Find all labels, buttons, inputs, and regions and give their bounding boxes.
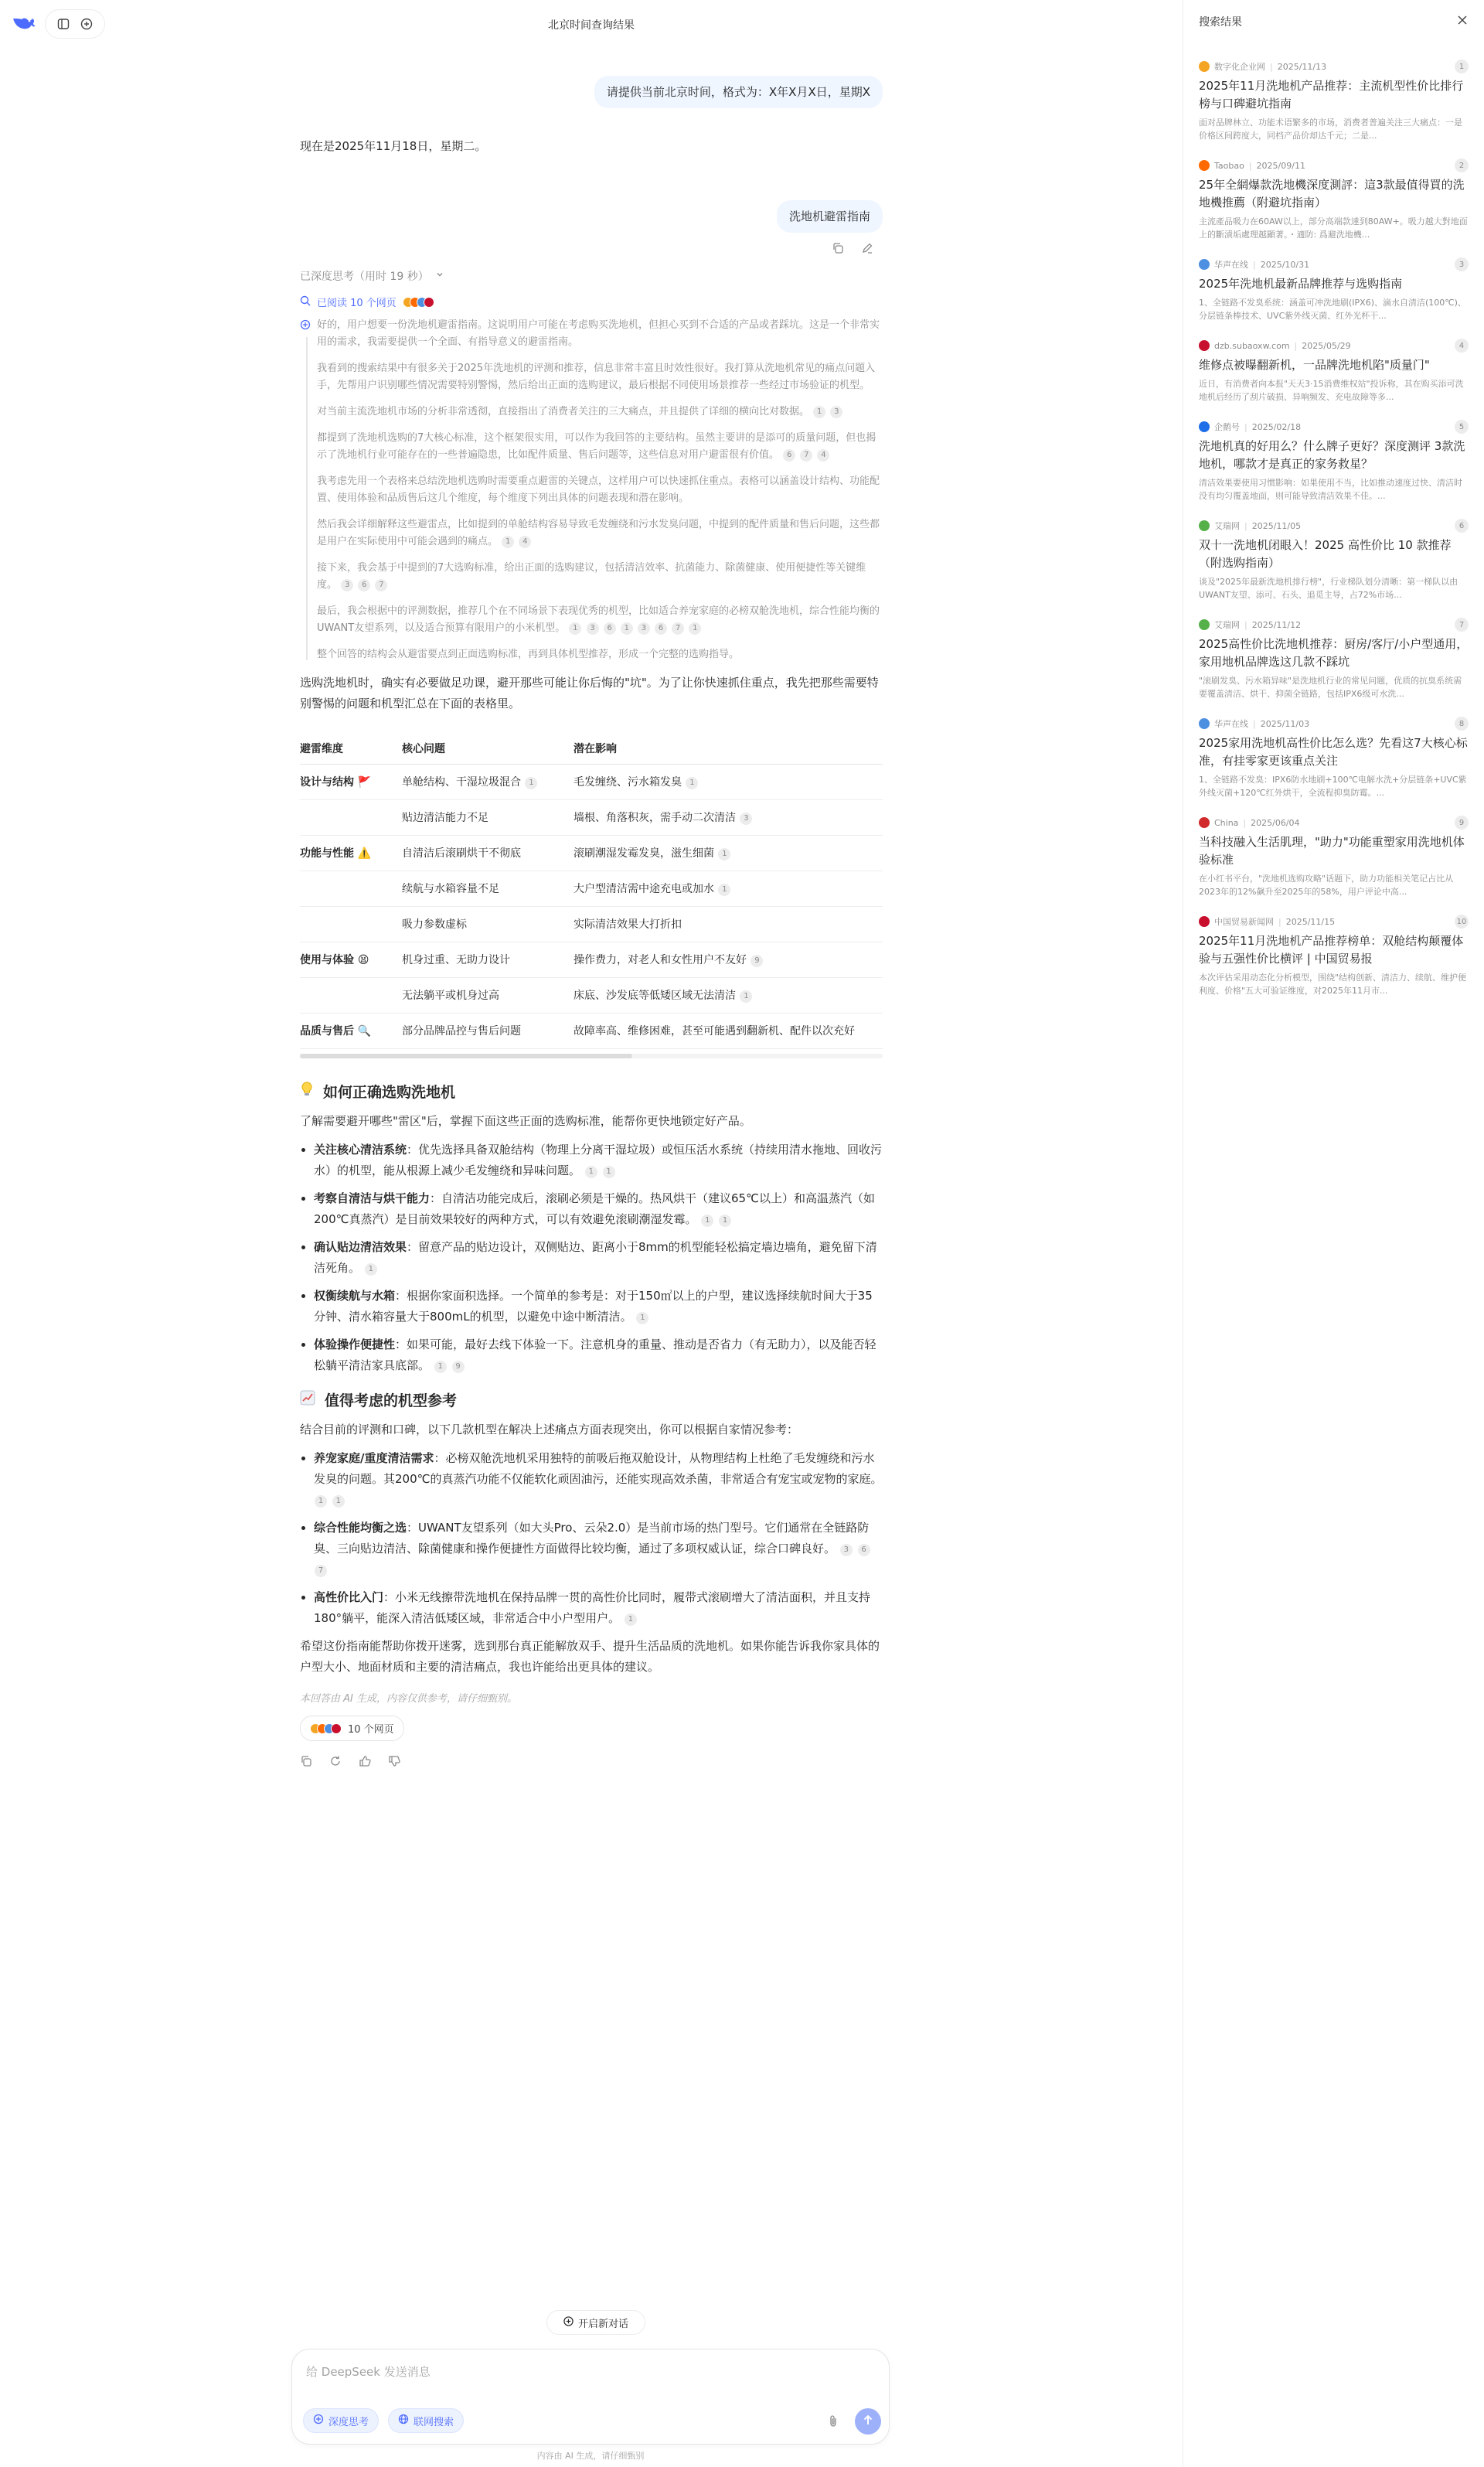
result-index-badge: 4 bbox=[1455, 339, 1469, 353]
result-source: China bbox=[1214, 817, 1239, 828]
result-index-badge: 2 bbox=[1455, 158, 1469, 172]
table-horizontal-scrollbar[interactable] bbox=[300, 1054, 883, 1058]
citation-badge[interactable]: 1 bbox=[585, 1166, 597, 1178]
user-message-bubble: 请提供当前北京时间，格式为：X年X月X日，星期X bbox=[594, 76, 883, 108]
table-cell-dimension bbox=[300, 836, 402, 871]
table-cell-issue bbox=[402, 942, 574, 978]
table-cell-dimension bbox=[300, 1014, 402, 1049]
table-cell-dimension bbox=[300, 765, 402, 800]
table-cell-dimension bbox=[300, 800, 402, 836]
pitfall-table bbox=[300, 731, 883, 1049]
new-chat-label: 开启新对话 bbox=[577, 2318, 628, 2330]
table-row bbox=[300, 1014, 883, 1049]
table-header: 潜在影响 bbox=[574, 731, 883, 765]
result-meta bbox=[1199, 339, 1469, 353]
result-source: 华声在线 bbox=[1214, 719, 1248, 729]
thinking-text: 对当前主流洗地机市场的分析非常透彻，直接指出了消费者关注的三大痛点，并且提供了详细的横向比对数据。 bbox=[317, 406, 810, 417]
dimension-emoji-icon: 😫 bbox=[357, 954, 369, 966]
models-list bbox=[300, 1448, 883, 1629]
search-result-item[interactable] bbox=[1183, 519, 1484, 601]
citation-badge[interactable]: 1 bbox=[332, 1495, 345, 1508]
citation-badge[interactable]: 6 bbox=[358, 579, 370, 591]
sources-button[interactable] bbox=[300, 1716, 404, 1741]
result-title[interactable]: 洗地机真的好用么？什么牌子更好？深度测评 3款洗地机，哪款才是真正的家务救星？ bbox=[1199, 439, 1465, 471]
meta-separator: | bbox=[1244, 421, 1247, 432]
assistant-answer: 现在是2025年11月18日，星期二。 bbox=[300, 139, 487, 153]
effect-text: 床底、沙发底等低矮区域无法清洁 bbox=[574, 990, 736, 1002]
meta-separator: | bbox=[1253, 259, 1256, 270]
thinking-paragraph bbox=[317, 516, 883, 550]
thinking-paragraph bbox=[317, 560, 883, 594]
result-source: 企鹅号 bbox=[1214, 422, 1240, 432]
citation-badge[interactable]: 4 bbox=[519, 536, 531, 548]
site-favicon-icon bbox=[1199, 619, 1210, 630]
meta-separator: | bbox=[1278, 916, 1281, 927]
favicon-icon bbox=[331, 1723, 342, 1734]
citation-badge[interactable]: 1 bbox=[625, 1613, 637, 1626]
result-date: 2025/10/31 bbox=[1260, 259, 1310, 270]
citation-badge[interactable]: 9 bbox=[452, 1361, 465, 1373]
issue-text: 贴边清洁能力不足 bbox=[402, 812, 488, 824]
effect-text: 墙根、角落积灰，需手动二次清洁 bbox=[574, 812, 736, 824]
table-cell-issue bbox=[402, 907, 574, 942]
table-cell-dimension bbox=[300, 907, 402, 942]
result-date: 2025/06/04 bbox=[1251, 817, 1300, 828]
thinking-content bbox=[300, 317, 883, 663]
result-source: 华声在线 bbox=[1214, 260, 1248, 270]
result-index-badge: 6 bbox=[1455, 519, 1469, 533]
citation-badge[interactable]: 4 bbox=[817, 449, 829, 462]
message-composer[interactable] bbox=[291, 2349, 890, 2445]
section-intro: 了解需要避开哪些"雷区"后，掌握下面这些正面的选购标准，能帮你更快地锁定好产品。 bbox=[300, 1114, 751, 1128]
thinking-paragraph bbox=[317, 603, 883, 637]
search-result-item[interactable] bbox=[1183, 257, 1484, 322]
dimension-label: 使用与体验 bbox=[300, 954, 354, 966]
table-row bbox=[300, 765, 883, 800]
citation-badge[interactable]: 3 bbox=[830, 406, 842, 418]
site-favicon-icon bbox=[1199, 718, 1210, 729]
issue-text: 部分品牌品控与售后问题 bbox=[402, 1025, 521, 1038]
table-cell-issue bbox=[402, 1014, 574, 1049]
message-input[interactable]: 给 DeepSeek 发送消息 bbox=[306, 2365, 431, 2379]
citation-badge[interactable]: 6 bbox=[783, 449, 795, 462]
issue-text: 机身过重、无助力设计 bbox=[402, 954, 510, 966]
answer-intro: 选购洗地机时，确实有必要做足功课，避开那些可能让你后悔的"坑"。为了让你快速抓住重点，我先把那些需要特别警惕的问题和机型汇总在下面的表格里。 bbox=[300, 676, 879, 710]
citation-badge[interactable]: 1 bbox=[718, 884, 730, 896]
page-title: 北京时间查询结果 bbox=[548, 19, 635, 32]
result-title[interactable]: 双十一洗地机闭眼入！2025 高性价比 10 款推荐（附选购指南） bbox=[1199, 538, 1452, 570]
result-index-badge: 9 bbox=[1455, 816, 1469, 830]
table-cell-issue bbox=[402, 765, 574, 800]
think-header-label: 已深度思考（用时 19 秒） bbox=[300, 271, 429, 283]
list-item-title: 高性价比入门 bbox=[314, 1590, 384, 1604]
list-item-text: ：留意产品的贴边设计，双侧贴边、距离小于8mm的机型能轻松搞定墙边墙角，避免留下清洁死角。 bbox=[314, 1240, 877, 1275]
result-snippet: 1、全链路不发臭：IPX6防水地刷+100℃电解水洗+分层链条+UVC紫外线灭菌+120℃红外烘干，全流程抑臭防霉。... bbox=[1199, 775, 1467, 798]
table-body bbox=[300, 765, 883, 1049]
chevron-down-icon bbox=[435, 270, 444, 282]
composer-footer: 内容由 AI 生成，请仔细甄别 bbox=[536, 2451, 645, 2461]
result-meta bbox=[1199, 717, 1469, 731]
source-favicons bbox=[310, 1723, 342, 1734]
result-snippet: "滚刷发臭、污水箱异味"是洗地机行业的常见问题，优质的抗臭系统需要覆盖清洁、烘干、抑菌全链路，包括IPX6级可水洗... bbox=[1199, 676, 1462, 699]
answer-actions bbox=[300, 1755, 883, 1769]
list-item bbox=[314, 1286, 883, 1327]
result-index-badge: 3 bbox=[1455, 257, 1469, 271]
table-header: 核心问题 bbox=[402, 731, 574, 765]
citation-badge[interactable]: 1 bbox=[621, 622, 633, 635]
result-title[interactable]: 2025年11月洗地机产品推荐：主流机型性价比排行榜与口碑避坑指南 bbox=[1199, 79, 1464, 111]
result-index-badge: 1 bbox=[1455, 60, 1469, 73]
result-snippet: 面对品牌林立、功能术语繁多的市场，消费者普遍关注三大痛点：一是价格区间跨度大，同档产品价却达千元；二是... bbox=[1199, 118, 1462, 141]
result-date: 2025/11/03 bbox=[1260, 718, 1310, 729]
favicon-icon bbox=[424, 297, 434, 308]
result-index-badge: 8 bbox=[1455, 717, 1469, 731]
result-source: 艾瑞网 bbox=[1214, 521, 1240, 531]
list-item bbox=[314, 1448, 883, 1511]
citation-badge[interactable]: 1 bbox=[689, 622, 701, 635]
table-cell-dimension bbox=[300, 942, 402, 978]
meta-separator: | bbox=[1243, 817, 1247, 828]
result-snippet: 谈及"2025年最新洗地机排行榜"，行业梯队划分清晰：第一梯队以由UWANT友望、添可、石头、追觅主导，占72%市场... bbox=[1199, 577, 1458, 600]
table-cell-effect bbox=[574, 978, 883, 1014]
effect-text: 滚刷潮湿发霉发臭，滋生细菌 bbox=[574, 847, 714, 860]
list-item bbox=[314, 1518, 883, 1580]
citation-badge[interactable]: 3 bbox=[638, 622, 650, 635]
result-source: Taobao bbox=[1214, 160, 1244, 171]
arrow-up-icon bbox=[863, 2414, 873, 2429]
thinking-text: 接下来，我会基于中提到的7大选购标准，给出正面的选购建议，包括清洁效率、抗菌能力、除菌健康、使用便捷性等关键维度。 bbox=[317, 562, 866, 591]
effect-text: 大户型清洁需中途充电或加水 bbox=[574, 883, 714, 895]
list-item-text: ：根据你家面积选择。一个简单的参考是：对于150㎡以上的户型，建议选择续航时间大于35分钟、清水箱容量大于800mL的机型，以避免中途中断清洁。 bbox=[314, 1289, 873, 1324]
effect-text: 故障率高、维修困难，甚至可能遇到翻新机、配件以次充好 bbox=[574, 1025, 855, 1038]
citation-badge[interactable]: 1 bbox=[686, 777, 698, 789]
table-cell-effect bbox=[574, 800, 883, 836]
table-cell-effect bbox=[574, 942, 883, 978]
list-item-title: 考察自清洁与烘干能力 bbox=[314, 1191, 431, 1205]
sources-label: 10 个网页 bbox=[348, 1724, 394, 1736]
effect-text: 毛发缠绕、污水箱发臭 bbox=[574, 776, 682, 789]
copy-icon[interactable] bbox=[832, 242, 846, 256]
dimension-label: 功能与性能 bbox=[300, 847, 354, 860]
table-cell-issue bbox=[402, 871, 574, 907]
effect-text: 实际清洁效果大打折扣 bbox=[574, 918, 682, 931]
meta-separator: | bbox=[1253, 718, 1256, 729]
list-item-title: 权衡续航与水箱 bbox=[314, 1289, 396, 1303]
citation-badge[interactable]: 3 bbox=[341, 579, 353, 591]
dimension-emoji-icon: 🔍 bbox=[357, 1025, 372, 1038]
search-result-item[interactable] bbox=[1183, 816, 1484, 898]
thinking-text: 都提到了洗地机选购的7大核心标准，这个框架很实用，可以作为我回答的主要结构。虽然主要讲的是添可的质量问题，但也揭示了洗地机行业可能存在的一些普遍隐患，比如配件质量、售后问题等，这些信息对用户避雷很有价值。 bbox=[317, 432, 876, 461]
result-snippet: 清洁效果要使用习惯影响：如果使用不当，比如推动速度过快、清洁时没有均匀覆盖地面，则可能导致清洁效果不佳。... bbox=[1199, 478, 1462, 501]
thinking-text: 然后我会详细解释这些避雷点，比如提到的单舱结构容易导致毛发缠绕和污水发臭问题，中提到的配件质量和售后问题，这些都是用户在实际使用中可能会遇到的痛点。 bbox=[317, 519, 880, 547]
table-row bbox=[300, 836, 883, 871]
list-item-title: 确认贴边清洁效果 bbox=[314, 1240, 407, 1254]
citation-badge[interactable]: 1 bbox=[502, 536, 514, 548]
search-icon bbox=[300, 295, 311, 309]
result-source: 艾瑞网 bbox=[1214, 620, 1240, 630]
meta-separator: | bbox=[1248, 160, 1252, 171]
user-message-bubble: 洗地机避雷指南 bbox=[777, 200, 883, 233]
citation-badge[interactable]: 1 bbox=[434, 1361, 447, 1373]
list-item-title: 综合性能均衡之选 bbox=[314, 1521, 407, 1535]
site-favicon-icon bbox=[1199, 61, 1210, 72]
dimension-label: 品质与售后 bbox=[300, 1025, 354, 1038]
citation-badge[interactable]: 1 bbox=[603, 1166, 615, 1178]
result-meta bbox=[1199, 420, 1469, 434]
citation-badge[interactable]: 1 bbox=[719, 1215, 731, 1227]
citation-badge[interactable]: 1 bbox=[365, 1263, 377, 1276]
issue-text: 续航与水箱容量不足 bbox=[402, 883, 499, 895]
citation-badge[interactable]: 1 bbox=[701, 1215, 713, 1227]
read-sources-label: 已阅读 10 个网页 bbox=[317, 298, 397, 309]
section-heading-text: 值得考虑的机型参考 bbox=[325, 1392, 458, 1409]
thinking-text: 最后，我会根据中的评测数据，推荐几个在不同场景下表现优秀的机型，比如适合养宠家庭的必榜双舱洗地机，综合性能均衡的UWANT友望系列，以及适合预算有限用户的小米机型。 bbox=[317, 605, 880, 634]
citation-badge[interactable]: 1 bbox=[569, 622, 581, 635]
top-bar bbox=[0, 0, 1183, 48]
citation-badge[interactable]: 6 bbox=[858, 1544, 870, 1556]
result-title[interactable]: 2025年11月洗地机产品推荐榜单：双舱结构颠覆体验与五强性价比横评 | 中国贸易报 bbox=[1199, 934, 1464, 966]
result-title[interactable]: 2025家用洗地机高性价比怎么选？先看这7大核心标准，有挂零家更该重点关注 bbox=[1199, 736, 1468, 768]
result-index-badge: 10 bbox=[1455, 915, 1469, 929]
regenerate-icon[interactable] bbox=[329, 1755, 343, 1769]
thumbs-up-icon[interactable] bbox=[359, 1755, 373, 1769]
citation-badge[interactable]: 1 bbox=[636, 1312, 648, 1324]
web-search-label: 联网搜索 bbox=[414, 2416, 454, 2428]
dimension-emoji-icon: ⚠️ bbox=[357, 847, 372, 860]
table-cell-effect bbox=[574, 1014, 883, 1049]
result-meta bbox=[1199, 816, 1469, 830]
result-index-badge: 7 bbox=[1455, 618, 1469, 632]
copy-icon[interactable] bbox=[300, 1755, 314, 1769]
chart-increase-icon bbox=[300, 1390, 315, 1412]
plus-circle-icon bbox=[563, 2316, 574, 2329]
user-message-actions bbox=[300, 242, 883, 256]
result-source: 数字化企业网 bbox=[1214, 62, 1265, 72]
result-snippet: 主流產品吸力在60AW以上，部分高端款達到80AW+。吸力越大對地面上的斷漬垢處理越顯著。・適防: 爲避洗地機... bbox=[1199, 216, 1468, 240]
result-snippet: 近日，有消费者向本报"天天3·15消费维权站"投诉称，其在购买添可洗地机后经历了刮片破损、异响频发、充电故障等多... bbox=[1199, 379, 1464, 402]
user-message bbox=[300, 200, 883, 233]
search-result-item[interactable] bbox=[1183, 717, 1484, 799]
result-snippet: 本次评估采用动态化分析模型，围绕"结构创新、清洁力、续航、维护便利度、价格"五大可验证维度，对2025年11月市... bbox=[1199, 973, 1467, 996]
list-item-text: ：UWANT友望系列（如大头Pro、云朵2.0）是当前市场的热门型号。它们通常在全链路防臭、三向贴边清洁、除菌健康和操作便捷性方面做得比较均衡，通过了多项权威认证，综合口碑良好。 bbox=[314, 1521, 870, 1556]
issue-text: 单舱结构、干湿垃圾混合 bbox=[402, 776, 521, 789]
result-source: dzb.subaoxw.com bbox=[1214, 340, 1290, 351]
result-title[interactable]: 当科技融入生活肌理，"助力"功能重塑家用洗地机体验标准 bbox=[1199, 835, 1465, 867]
site-favicon-icon bbox=[1199, 259, 1210, 270]
result-meta bbox=[1199, 257, 1469, 271]
thinking-paragraphs bbox=[317, 317, 883, 663]
citation-badge[interactable]: 1 bbox=[740, 990, 752, 1003]
panel-title: 搜索结果 bbox=[1199, 16, 1242, 29]
result-meta bbox=[1199, 158, 1469, 172]
thinking-paragraph bbox=[317, 646, 883, 663]
citation-badge[interactable]: 1 bbox=[525, 777, 537, 789]
search-results-list bbox=[1183, 60, 1484, 997]
site-favicon-icon bbox=[1199, 160, 1210, 171]
meta-separator: | bbox=[1244, 520, 1247, 531]
table-row bbox=[300, 871, 883, 907]
effect-text: 操作费力，对老人和女性用户不友好 bbox=[574, 954, 747, 966]
search-result-item[interactable] bbox=[1183, 60, 1484, 142]
citation-badge[interactable]: 6 bbox=[655, 622, 667, 635]
dimension-emoji-icon: 🚩 bbox=[357, 776, 372, 789]
list-item bbox=[314, 1334, 883, 1376]
scrollbar-thumb[interactable] bbox=[300, 1054, 632, 1058]
attachment-icon[interactable] bbox=[827, 2414, 839, 2428]
meta-separator: | bbox=[1244, 619, 1247, 630]
result-date: 2025/02/18 bbox=[1251, 421, 1302, 432]
thinking-paragraph bbox=[317, 430, 883, 464]
table-cell-effect bbox=[574, 871, 883, 907]
thinking-text: 好的，用户想要一份洗地机避雷指南。这说明用户可能在考虑购买洗地机，但担心买到不合适的产品或者踩坑。这是一个非常实用的需求，我需要提供一个全面、有指导意义的避雷指南。 bbox=[317, 319, 880, 348]
edit-icon[interactable] bbox=[861, 242, 875, 256]
result-date: 2025/11/05 bbox=[1251, 520, 1302, 531]
result-source: 中国贸易新闻网 bbox=[1214, 917, 1274, 927]
thinking-text: 我看到的搜索结果中有很多关于2025年洗地机的评测和推荐，信息非常丰富且时效性很好。我打算从洗地机常见的痛点问题入手，先帮用户识别哪些情况需要特别警惕，然后给出正面的选购建议，最后根据不同使用场景推荐一些经过市场验证的机型。 bbox=[317, 363, 876, 391]
table-cell-issue bbox=[402, 836, 574, 871]
table-cell-effect bbox=[574, 907, 883, 942]
deep-think-icon bbox=[313, 2414, 324, 2428]
result-index-badge: 5 bbox=[1455, 420, 1469, 434]
citation-badge[interactable]: 1 bbox=[813, 406, 825, 418]
site-favicon-icon bbox=[1199, 916, 1210, 927]
ai-disclaimer: 本回答由 AI 生成，内容仅供参考，请仔细甄别。 bbox=[300, 1693, 517, 1705]
table-cell-effect bbox=[574, 765, 883, 800]
site-favicon-icon bbox=[1199, 520, 1210, 531]
site-favicon-icon bbox=[1199, 340, 1210, 351]
section-intro: 结合目前的评测和口碑，以下几款机型在解决上述痛点方面表现突出，你可以根据自家情况参考： bbox=[300, 1423, 799, 1436]
read-sources-row[interactable] bbox=[300, 295, 883, 309]
send-button[interactable] bbox=[855, 2408, 881, 2435]
dimension-label: 设计与结构 bbox=[300, 776, 354, 789]
list-item bbox=[314, 1237, 883, 1279]
result-date: 2025/11/12 bbox=[1251, 619, 1302, 630]
deep-think-toggle[interactable] bbox=[303, 2408, 379, 2433]
citation-badge[interactable]: 7 bbox=[315, 1565, 327, 1577]
close-icon[interactable] bbox=[1456, 14, 1469, 29]
citation-badge[interactable]: 7 bbox=[672, 622, 684, 635]
result-snippet: 1、全链路不发臭系统：涵盖可冲洗地刷(IPX6)、滴水自清洁(100℃)、分层链条棒技术、UVC紫外线灭菌、红外光杯干... bbox=[1199, 298, 1466, 321]
table-row bbox=[300, 907, 883, 942]
table-cell-dimension bbox=[300, 978, 402, 1014]
thumbs-down-icon[interactable] bbox=[388, 1755, 402, 1769]
list-item-text: ：如果可能，最好去线下体验一下。注意机身的重量、推动是否省力（有无助力），以及能否轻松躺平清洁家具底部。 bbox=[314, 1337, 876, 1372]
result-title[interactable]: 2025年洗地机最新品牌推荐与选购指南 bbox=[1199, 277, 1403, 291]
table-row bbox=[300, 978, 883, 1014]
answer-closing: 希望这份指南能帮助你拨开迷雾，选到那台真正能解放双手、提升生活品质的洗地机。如果你能告诉我你家具体的户型大小、地面材质和主要的清洁痛点，我也许能给出更具体的建议。 bbox=[300, 1639, 880, 1674]
deep-think-icon bbox=[300, 319, 311, 336]
how-list bbox=[300, 1140, 883, 1376]
citation-badge[interactable]: 9 bbox=[751, 955, 763, 967]
new-chat-button[interactable] bbox=[546, 2310, 645, 2335]
result-meta bbox=[1199, 915, 1469, 929]
list-item-title: 关注核心清洁系统 bbox=[314, 1143, 407, 1157]
list-item-text: ：优先选择具备双舱结构（物理上分离干湿垃圾）或恒压活水系统（持续用清水拖地、回收污水）的机型，能从根源上减少毛发缠绕和异味问题。 bbox=[314, 1143, 883, 1177]
meta-separator: | bbox=[1270, 61, 1273, 72]
thinking-paragraph bbox=[317, 360, 883, 394]
user-message bbox=[300, 76, 883, 108]
site-favicon-icon bbox=[1199, 817, 1210, 828]
result-date: 2025/11/15 bbox=[1285, 916, 1336, 927]
section-heading-how bbox=[300, 1082, 883, 1103]
thinking-paragraph bbox=[317, 404, 883, 421]
list-item-title: 体验操作便捷性 bbox=[314, 1337, 396, 1351]
list-item-text: ：必榜双舱洗地机采用独特的前吸后拖双舱设计，从物理结构上杜绝了毛发缠绕和污水发臭的问题。其200℃的真蒸汽功能不仅能软化顽固油污，还能实现高效杀菌，非常适合有宠宝或宠物的家庭。 bbox=[314, 1451, 883, 1486]
web-search-toggle[interactable] bbox=[388, 2408, 464, 2433]
search-results-panel bbox=[1183, 0, 1484, 2467]
thinking-paragraph bbox=[317, 317, 883, 351]
result-date: 2025/05/29 bbox=[1302, 340, 1351, 351]
table-row bbox=[300, 942, 883, 978]
result-title[interactable]: 25年全網爆款洗地機深度測評：這3款最值得買的洗地機推薦（附避坑指南） bbox=[1199, 178, 1465, 210]
table-cell-dimension bbox=[300, 871, 402, 907]
citation-badge[interactable]: 7 bbox=[375, 579, 387, 591]
list-item bbox=[314, 1188, 883, 1230]
result-title[interactable]: 维修点被曝翻新机，一品牌洗地机陷"质量门" bbox=[1199, 358, 1430, 372]
search-result-item[interactable] bbox=[1183, 339, 1484, 404]
issue-text: 自清洁后滚刷烘干不彻底 bbox=[402, 847, 521, 860]
search-result-item[interactable] bbox=[1183, 420, 1484, 503]
issue-text: 无法躺平或机身过高 bbox=[402, 990, 499, 1002]
meta-separator: | bbox=[1294, 340, 1298, 351]
think-toggle[interactable] bbox=[300, 268, 883, 284]
table-row bbox=[300, 800, 883, 836]
list-item-title: 养宠家庭/重度清洁需求 bbox=[314, 1451, 434, 1465]
result-meta bbox=[1199, 60, 1469, 73]
table-cell-issue bbox=[402, 978, 574, 1014]
citation-badge[interactable]: 1 bbox=[315, 1495, 327, 1508]
citation-badge[interactable]: 3 bbox=[587, 622, 599, 635]
source-favicons bbox=[403, 297, 434, 308]
list-item bbox=[314, 1587, 883, 1629]
citation-badge[interactable]: 6 bbox=[604, 622, 616, 635]
list-item-text: ：小米无线擦带洗地机在保持品牌一贯的高性价比同时，履带式滚刷增大了清洁面积，并且支持180°躺平，能深入清洁低矮区域，非常适合中小户型用户。 bbox=[314, 1590, 871, 1625]
site-favicon-icon bbox=[1199, 421, 1210, 432]
thinking-text: 我考虑先用一个表格来总结洗地机选购时需要重点避雷的关键点，这样用户可以快速抓住重点。表格可以涵盖设计结构、功能配置、使用体验和品质售后这几个维度，每个维度下列出具体的问题表现和潜在影响。 bbox=[317, 475, 880, 504]
section-heading-models bbox=[300, 1390, 883, 1412]
search-result-item[interactable] bbox=[1183, 915, 1484, 997]
search-result-item[interactable] bbox=[1183, 158, 1484, 241]
conversation bbox=[300, 48, 883, 1769]
result-date: 2025/09/11 bbox=[1256, 160, 1305, 171]
issue-text: 吸力参数虚标 bbox=[402, 918, 467, 931]
citation-badge[interactable]: 3 bbox=[840, 1544, 853, 1556]
deep-think-label: 深度思考 bbox=[328, 2416, 369, 2428]
table-cell-issue bbox=[402, 800, 574, 836]
panel-header bbox=[1183, 0, 1484, 43]
thinking-paragraph bbox=[317, 473, 883, 507]
list-item bbox=[314, 1140, 883, 1181]
citation-badge[interactable]: 1 bbox=[718, 848, 730, 860]
result-meta bbox=[1199, 618, 1469, 632]
citation-badge[interactable]: 7 bbox=[800, 449, 812, 462]
result-snippet: 在小红书平台，"洗地机选购攻略"话题下，助力功能相关笔记占比从2023年的12%飙升至2025年的58%，用户评论中高... bbox=[1199, 874, 1454, 897]
globe-icon bbox=[398, 2414, 409, 2428]
table-header-row bbox=[300, 731, 883, 765]
lightbulb-icon bbox=[300, 1082, 314, 1103]
result-meta bbox=[1199, 519, 1469, 533]
table-header: 避雷维度 bbox=[300, 731, 402, 765]
result-title[interactable]: 2025高性价比洗地机推荐：厨房/客厅/小户型通用，家用地机品牌选这几款不踩坑 bbox=[1199, 637, 1469, 669]
section-heading-text: 如何正确选购洗地机 bbox=[323, 1084, 456, 1101]
result-date: 2025/11/13 bbox=[1277, 61, 1327, 72]
list-item-text: ：自清洁功能完成后，滚刷必须是干燥的。热风烘干（建议65℃以上）和高温蒸汽（如200℃真蒸汽）是目前效果较好的两种方式，可以有效避免滚刷潮湿发霉。 bbox=[314, 1191, 875, 1226]
table-cell-effect bbox=[574, 836, 883, 871]
citation-badge[interactable]: 3 bbox=[740, 813, 752, 825]
thinking-text: 整个回答的结构会从避雷要点到正面选购标准，再到具体机型推荐，形成一个完整的选购指导。 bbox=[317, 649, 740, 660]
search-result-item[interactable] bbox=[1183, 618, 1484, 700]
